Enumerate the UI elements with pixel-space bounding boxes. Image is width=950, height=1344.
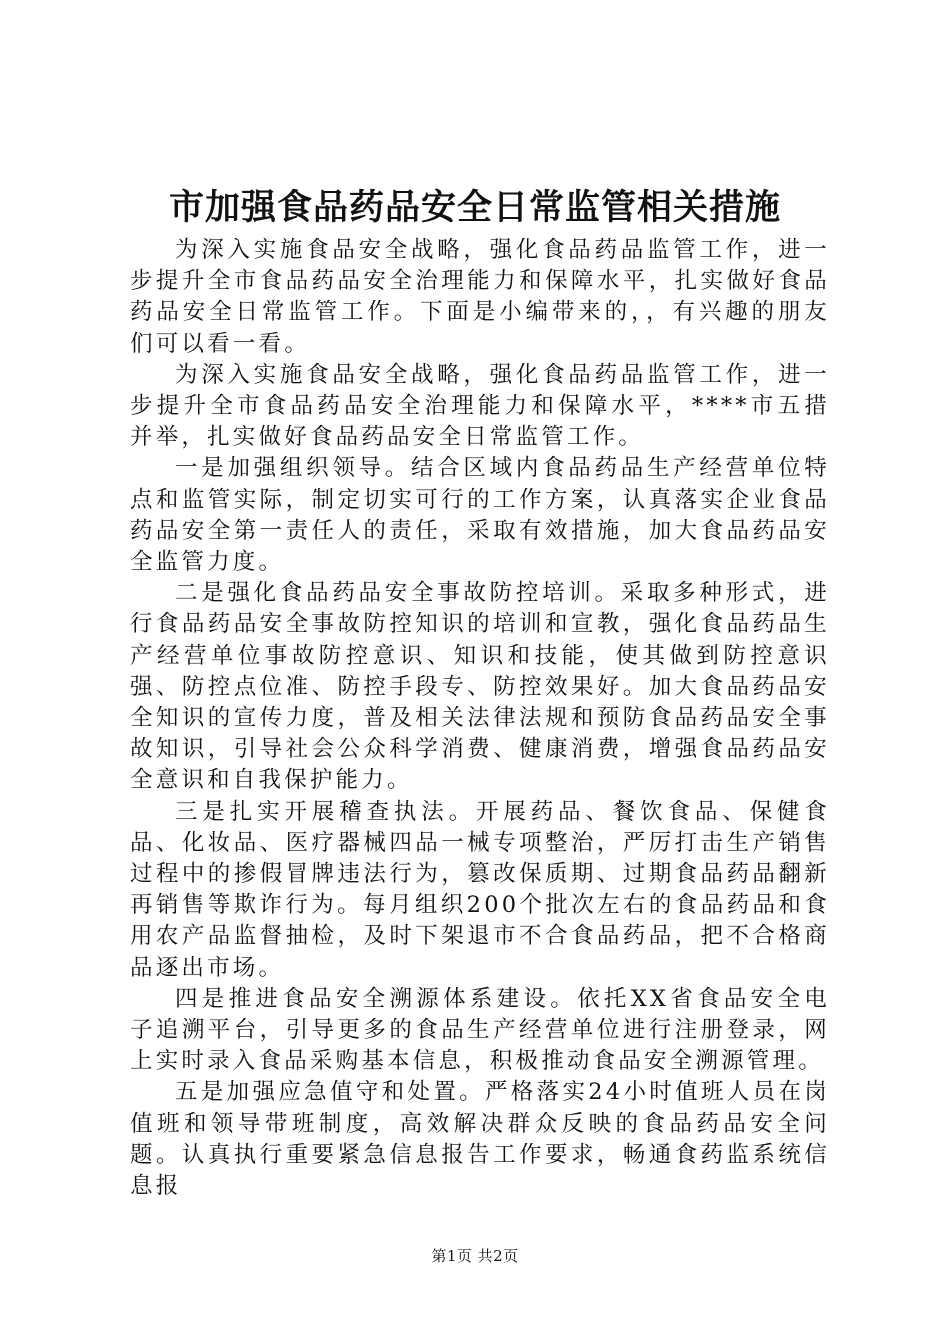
- document-body: [130, 235, 830, 1202]
- paragraph-measure-4: 四是推进食品安全溯源体系建设。依托XX省食品安全电子追溯平台，引导更多的食品生产经营单位进行注册登录，网上实时录入食品采购基本信息，积极推动食品安全溯源管理。: [130, 985, 830, 1075]
- paragraph-measure-1: 一是加强组织领导。结合区域内食品药品生产经营单位特点和监管实际，制定切实可行的工作方案，认真落实企业食品药品安全第一责任人的责任，采取有效措施，加大食品药品安全监管力度。: [130, 455, 830, 576]
- paragraph-intro: 为深入实施食品安全战略，强化食品药品监管工作，进一步提升全市食品药品安全治理能力和保障水平，扎实做好食品药品安全日常监管工作。下面是小编带来的，，有兴趣的朋友们可以看一看。: [130, 237, 830, 357]
- paragraph-measure-5: 五是加强应急值守和处置。严格落实24小时值班人员在岗值班和领导带班制度，高效解决群众反映的食品药品安全问题。认真执行重要紧急信息报告工作要求，畅通食药监系统信息报: [130, 1079, 830, 1200]
- paragraph-measure-2: 二是强化食品药品安全事故防控培训。采取多种形式，进行食品药品安全事故防控知识的培训和宣教，强化食品药品生产经营单位事故防控意识、知识和技能，使其做到防控意识强、防控点位准、防控手段专、防控效果好。加大食品药品安全知识的宣传力度，普及相关法律法规和预防食品药品安全事故知识，引导社会公众科学消费、健康消费，增强食品药品安全意识和自我保护能力。: [130, 580, 830, 794]
- paragraph-measure-3: 三是扎实开展稽查执法。开展药品、餐饮食品、保健食品、化妆品、医疗器械四品一械专项整治，严厉打击生产销售过程中的掺假冒牌违法行为，篡改保质期、过期食品药品翻新再销售等欺诈行为。每月组织200个批次左右的食品药品和食用农产品监督抽检，及时下架退市不合食品药品，把不合格商品逐出市场。: [130, 798, 830, 981]
- document-title: 市加强食品药品安全日常监管相关措施: [168, 188, 781, 228]
- page-footer: 第1页 共2页: [431, 1247, 519, 1265]
- paragraph-overview: 为深入实施食品安全战略，强化食品药品监管工作，进一步提升全市食品药品安全治理能力和保障水平，****市五措并举，扎实做好食品药品安全日常监管工作。: [130, 361, 830, 451]
